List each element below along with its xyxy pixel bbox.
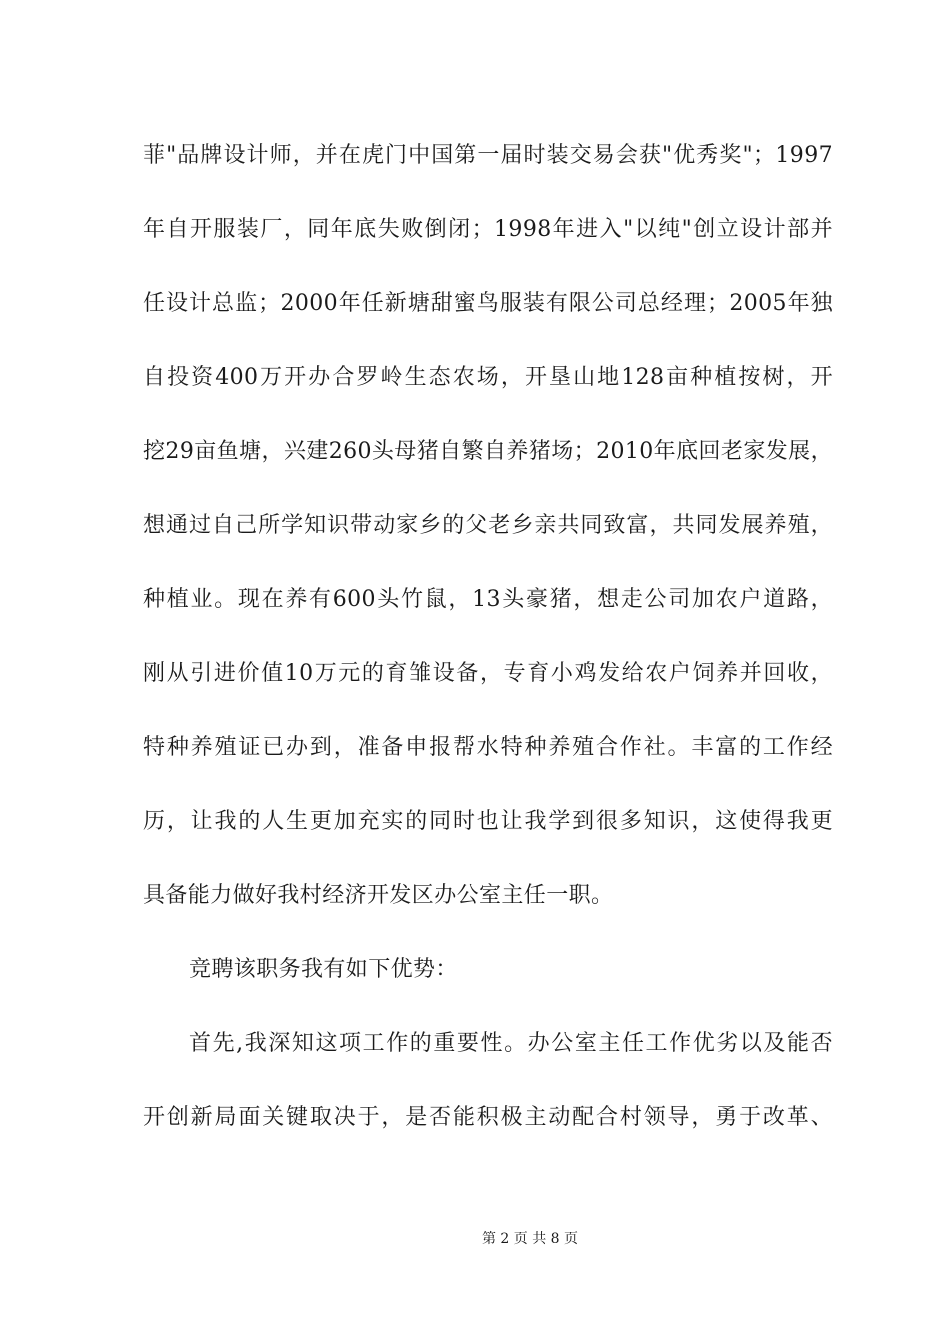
text-line-9: 特种养殖证已办到，准备申报帮水特种养殖合作社。丰富的工作经 xyxy=(143,735,833,760)
text-line-13: 首先,我深知这项工作的重要性。办公室主任工作优劣以及能否 xyxy=(189,1031,833,1056)
text-line-4: 自投资400万开办合罗岭生态农场，开垦山地128亩种植按树，开 xyxy=(143,365,833,390)
text-line-14: 开创新局面关键取决于，是否能积极主动配合村领导，勇于改革、 xyxy=(143,1105,833,1130)
text-line-5: 挖29亩鱼塘，兴建260头母猪自繁自养猪场；2010年底回老家发展， xyxy=(143,439,833,464)
text-line-8: 刚从引进价值10万元的育雏设备，专育小鸡发给农户饲养并回收， xyxy=(143,661,833,686)
text-line-2: 年自开服装厂，同年底失败倒闭；1998年进入"以纯"创立设计部并 xyxy=(143,217,833,242)
text-line-12: 竞聘该职务我有如下优势： xyxy=(189,957,458,982)
text-line-6: 想通过自己所学知识带动家乡的父老乡亲共同致富，共同发展养殖， xyxy=(143,513,833,538)
text-line-7: 种植业。现在养有600头竹鼠，13头豪猪，想走公司加农户道路， xyxy=(143,587,833,612)
body-text xyxy=(143,128,833,1164)
page-footer: 第 2 页 共 8 页 xyxy=(481,1231,579,1247)
text-line-10: 历，让我的人生更加充实的同时也让我学到很多知识，这使得我更 xyxy=(143,809,833,834)
text-line-11: 具备能力做好我村经济开发区办公室主任一职。 xyxy=(143,883,614,908)
text-line-3: 任设计总监；2000年任新塘甜蜜鸟服装有限公司总经理；2005年独 xyxy=(143,291,833,316)
text-line-1: 菲"品牌设计师，并在虎门中国第一届时装交易会获"优秀奖"；1997 xyxy=(143,143,833,168)
